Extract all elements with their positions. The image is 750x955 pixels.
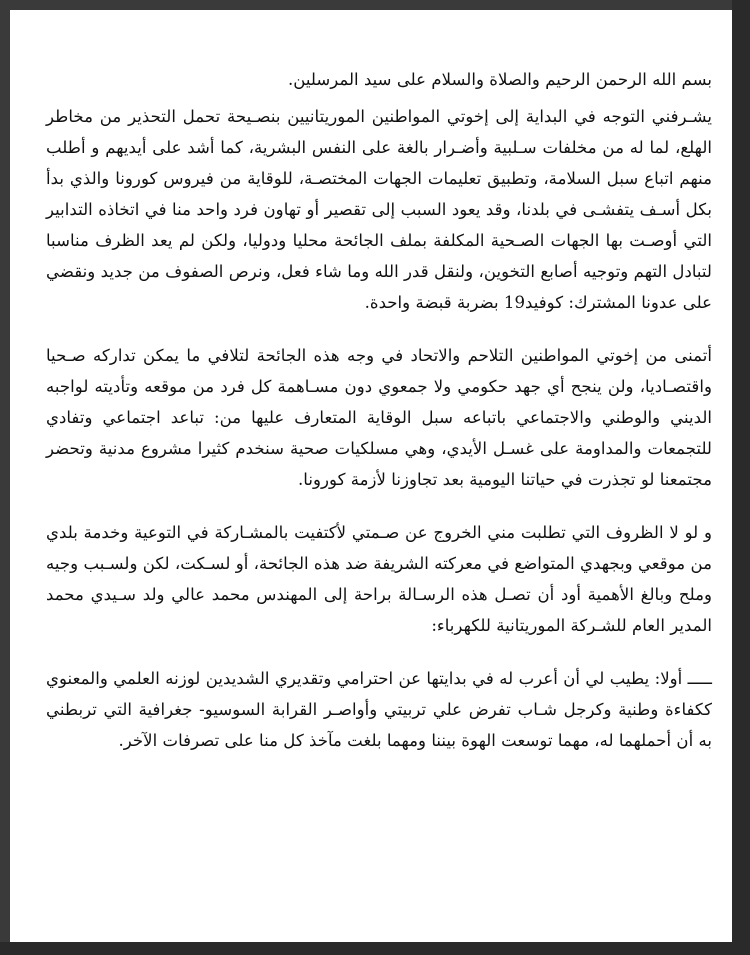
- paragraph-message: و لو لا الظروف التي تطلبت مني الخروج عن صـمتي لأكتفيت بالمشـاركة في التوعية وخدمة بلدي من موقعي وبجهدي المتواضع في معركته الشريفة ضد هذه الجائحة، أو لسـكت، لكن ولسـبب وجيه وملح وبالغ الأهمية أود أن تصـل هذه الرسـالة براحة إلى المهندس محمد عالي ولد سـيدي محمد المدير العام للشـركة الموريتانية للكهرباء:: [46, 523, 712, 635]
- letter-body: [46, 64, 712, 778]
- paragraph-first-point: ـــــ أولا: يطيب لي أن أعرب له في بدايتها عن احترامي وتقديري الشديدين لوزنه العلمي والمعنوي ككفاءة وطنية وكرجل شـاب تفرض علي تربيتي وأواصـر القرابة السوسيو- جغرافية التي تربطني به أن أحملهما له، مهما توسعت الهوة بيننا ومهما بلغت مآخذ كل منا على تصرفات الآخر.: [46, 669, 712, 750]
- scan-right-border: [732, 0, 750, 955]
- scan-bottom-border: [0, 942, 750, 955]
- document-page: [10, 10, 732, 942]
- paragraph-advice: يشـرفني التوجه في البداية إلى إخوتي المواطنين الموريتانيين بنصـيحة تحمل التحذير من مخاطر الهلع، لما له من مخلفات سـلبية وأضـرار بالغة على النفس البشرية، كما أشد على أيديهم و أطلب منهم اتباع سبل السلامة، وتطبيق تعليمات الجهات المختصـة، للوقاية من فيروس كورونا والذي بدأ بكل أسـف يتفشـى في بلدنا، وقد يعود السبب إلى تقصير أو تهاون فرد واحد منا في اتخاذه التدابير التي أوصـت بها الجهات الصـحية المكلفة بملف الجائحة محليا ودوليا، ولكن لم يعد الظرف مناسبا لتبادل التهم وتوجيه أصابع التخوين، ولنقل قدر الله وما شاء فعل، ونرص الصفوف من جديد ونقضي على عدونا المشترك: كوفيد19 بضربة قبضة واحدة.: [46, 107, 712, 312]
- paragraph-solidarity: أتمنى من إخوتي المواطنين التلاحم والاتحاد في وجه هذه الجائحة لتلافي ما يمكن تداركه صـحيا واقتصـاديا، ولن ينجح أي جهد حكومي ولا جمعوي دون مسـاهمة كل فرد من موقعه وتأديته لواجبه الديني والوطني والاجتماعي باتباعه سبل الوقاية المتعارف عليها من: تباعد اجتماعي وتفادي للتجمعات والمداومة على غسـل الأيدي، وهي مسلكيات صحية سنخدم كثيرا مشروع مدنية وتحضر مجتمعنا لو تجذرت في حياتنا اليومية بعد تجاوزنا لأزمة كورونا.: [46, 346, 712, 489]
- basmala-line: بسم الله الرحمن الرحيم والصلاة والسلام على سيد المرسلين.: [287, 70, 712, 89]
